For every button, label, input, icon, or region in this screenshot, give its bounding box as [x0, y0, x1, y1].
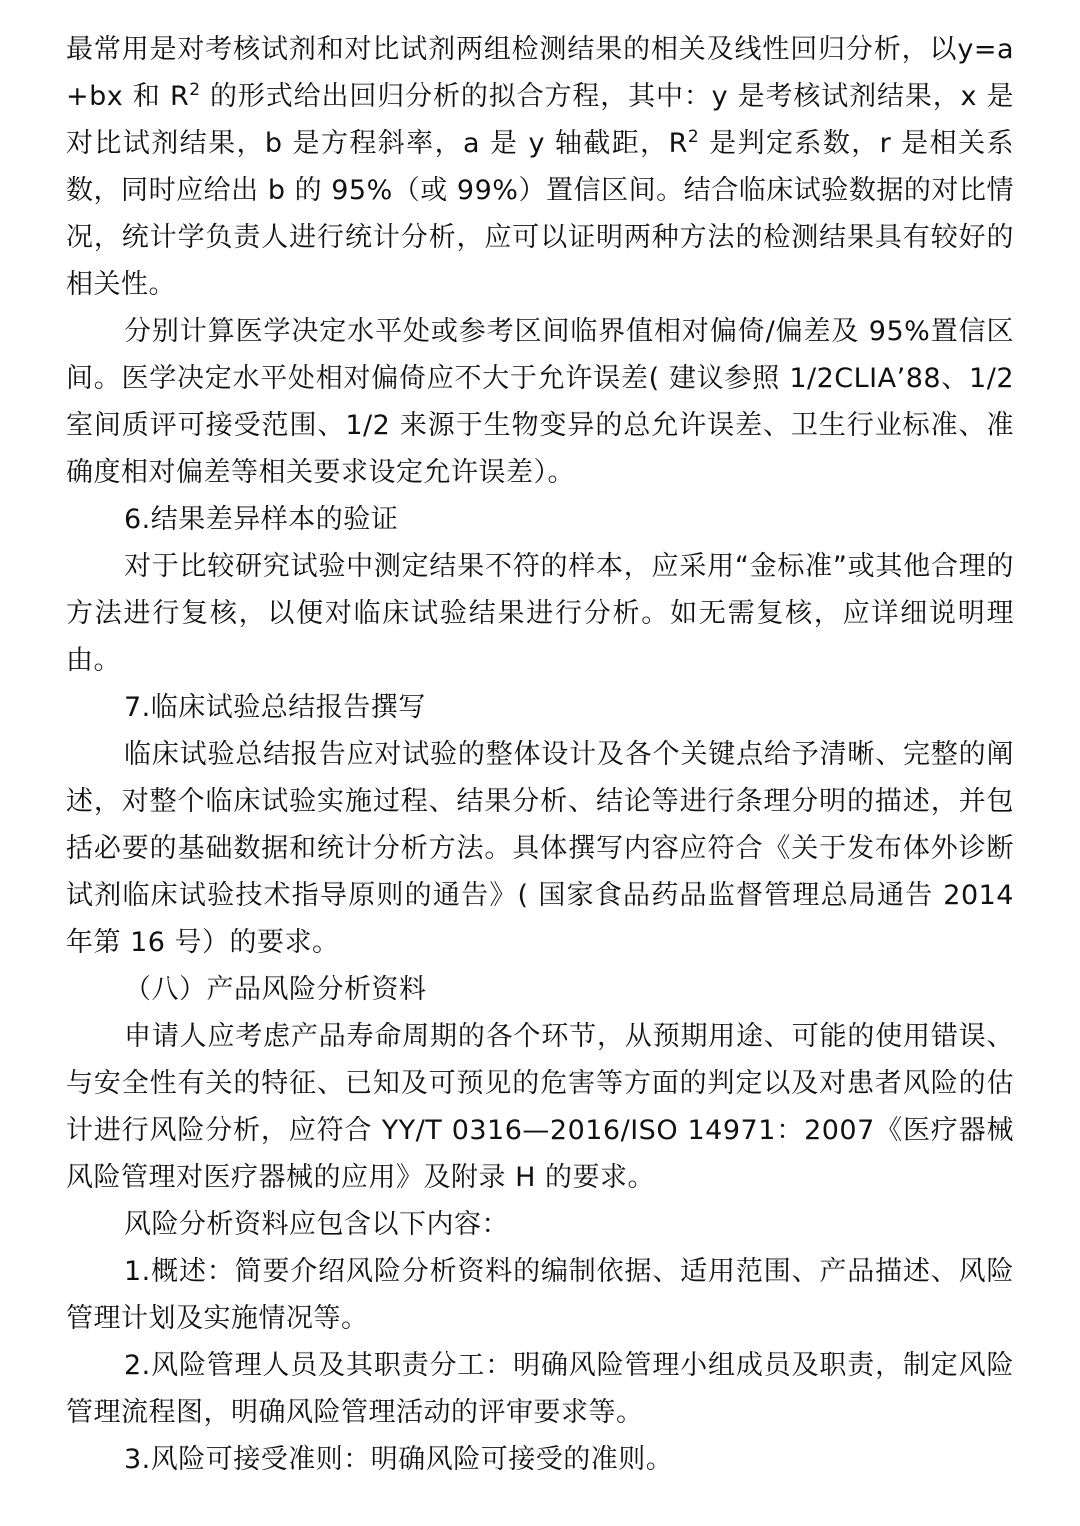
text-segment: 最常用是对考核试剂和对比试剂两组检测结果的相关及线性回归分析，以y=a+bx 和 R	[66, 34, 1014, 112]
superscript: 2	[189, 80, 201, 100]
paragraph-discrepant-samples: 对于比较研究试验中测定结果不符的样本，应采用“金标准”或其他合理的方法进行复核，以便对临床试验结果进行分析。如无需复核，应详细说明理由。	[66, 551, 1014, 676]
list-item-overview: 1.概述：简要介绍风险分析资料的编制依据、适用范围、产品描述、风险管理计划及实施情况等。	[66, 1256, 1014, 1334]
text-segment: 的形式给出回归分析的拟合方程，其中：y 是考核试剂结果，x 是对比试剂结果，b 是方程斜率，a 是 y 轴截距，R	[66, 81, 1014, 159]
paragraph-relative-bias: 分别计算医学决定水平处或参考区间临界值相对偏倚/偏差及 95%置信区间。医学决定水平处相对偏倚应不大于允许误差( 建议参照 1/2CLIA’88、1/2 室间质评可接受范围、1/2 来源于生物变异的总允许误差、卫生行业标准、准确度相对偏差等相关要求设定允许误差）。	[66, 316, 1014, 488]
heading-risk-analysis: （八）产品风险分析资料	[124, 974, 427, 1005]
paragraph-risk-contents-intro: 风险分析资料应包含以下内容：	[124, 1209, 509, 1240]
paragraph-risk-analysis: 申请人应考虑产品寿命周期的各个环节，从预期用途、可能的使用错误、与安全性有关的特征、已知及可预见的危害等方面的判定以及对患者风险的估计进行风险分析，应符合 YY/T 0316—2016/ISO 14971：2007《医疗器械风险管理对医疗器械的应用》及附录 H 的要求。	[66, 1021, 1014, 1193]
list-item-risk-personnel: 2.风险管理人员及其职责分工：明确风险管理小组成员及职责，制定风险管理流程图，明确风险管理活动的评审要求等。	[66, 1350, 1014, 1428]
heading-discrepant-sample-verification: 6.结果差异样本的验证	[124, 504, 399, 535]
list-item-acceptance-criteria: 3.风险可接受准则：明确风险可接受的准则。	[124, 1444, 674, 1475]
text-segment: 是判定系数，r 是相关系数，同时应给出 b 的 95%（或 99%）置信区间。结合临床试验数据的对比情况，统计学负责人进行统计分析，应可以证明两种方法的检测结果具有较好的相关性。	[66, 128, 1014, 300]
paragraph-regression-analysis	[66, 26, 1014, 308]
paragraph-clinical-trial-report: 临床试验总结报告应对试验的整体设计及各个关键点给予清晰、完整的阐述，对整个临床试验实施过程、结果分析、结论等进行条理分明的描述，并包括必要的基础数据和统计分析方法。具体撰写内容应符合《关于发布体外诊断试剂临床试验技术指导原则的通告》( 国家食品药品监督管理总局通告 2014 年第 16 号）的要求。	[66, 739, 1014, 958]
heading-clinical-trial-report: 7.临床试验总结报告撰写	[124, 692, 426, 723]
superscript: 2	[687, 127, 700, 147]
